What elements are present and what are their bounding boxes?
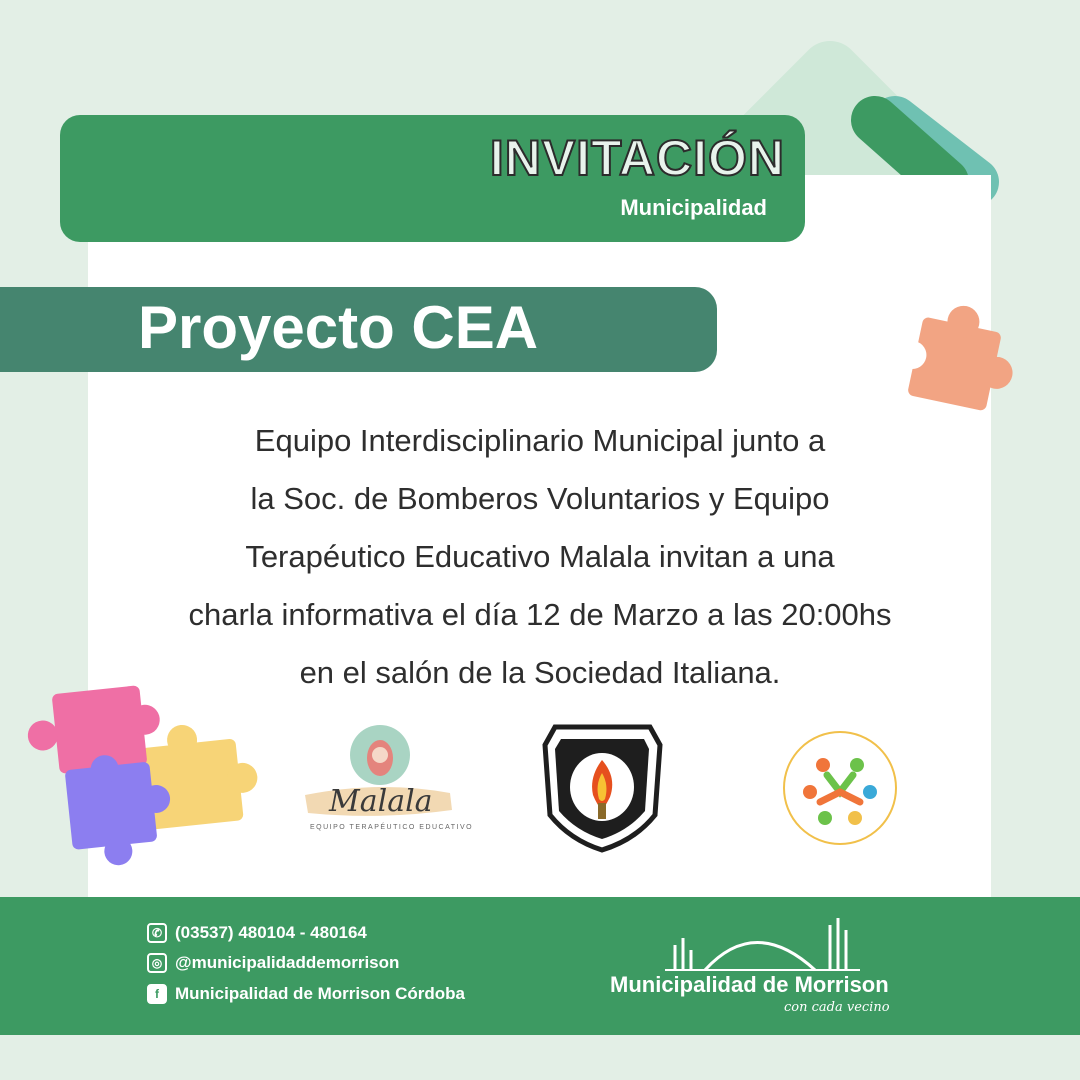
municipality-logo-icon [665, 910, 865, 972]
text-line: charla informativa el día 12 de Marzo a las 20:00hs [188, 597, 892, 632]
header-banner [60, 115, 805, 242]
text-line: Equipo Interdisciplinario Municipal junto a [254, 423, 826, 458]
project-title: Proyecto CEA [138, 294, 539, 361]
malala-logo-name: Malala [329, 784, 433, 819]
invitation-text [95, 412, 985, 702]
municipality-name: Municipalidad de Morrison [610, 972, 889, 997]
facebook-icon: f [147, 984, 167, 1004]
equipo-interdisciplinario-logo [765, 720, 915, 850]
municipality-tagline: con cada vecino [784, 1000, 890, 1015]
instagram-handle: @municipalidaddemorrison [175, 953, 400, 972]
text-line: Terapéutico Educativo Malala invitan a una [245, 539, 835, 574]
puzzle-icon [900, 300, 1030, 425]
instagram-contact[interactable] [147, 953, 399, 973]
facebook-contact[interactable] [147, 984, 465, 1004]
bomberos-shield-logo [535, 715, 670, 855]
text-line: en el salón de la Sociedad Italiana. [299, 655, 781, 690]
instagram-icon: ◎ [147, 953, 167, 973]
text-line: la Soc. de Bomberos Voluntarios y Equipo [250, 481, 830, 516]
header-title: INVITACIÓN [489, 130, 785, 186]
phone-icon: ✆ [147, 923, 167, 943]
malala-logo-subtitle: EQUIPO TERAPÉUTICO EDUCATIVO [310, 824, 474, 831]
facebook-page: Municipalidad de Morrison Córdoba [175, 984, 465, 1003]
phone-contact [147, 923, 367, 943]
project-title-bar [0, 287, 717, 372]
puzzle-cluster-icon [25, 670, 260, 875]
phone-number: (03537) 480104 - 480164 [175, 923, 367, 942]
header-subtitle: Municipalidad [620, 195, 767, 220]
